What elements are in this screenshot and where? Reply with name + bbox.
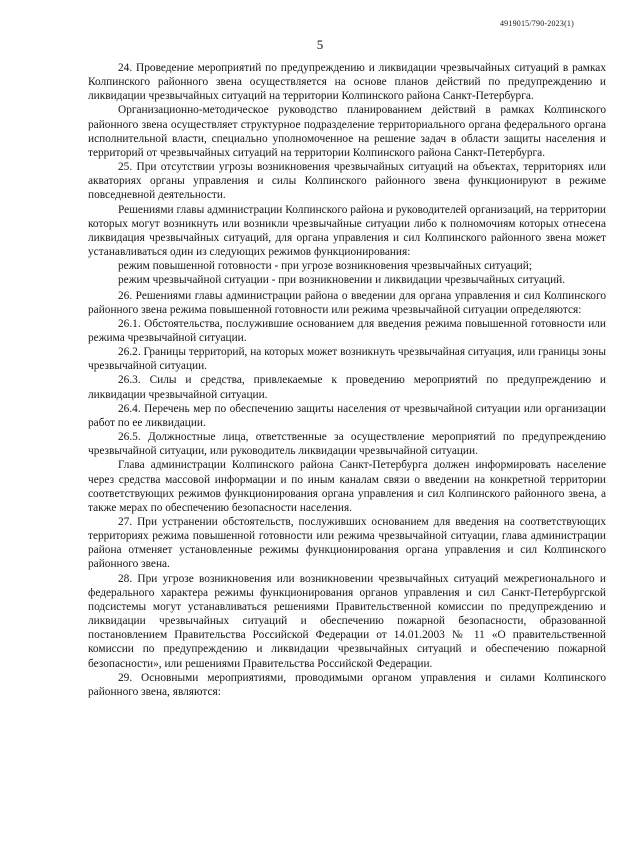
paragraph-26-2: 26.2. Границы территорий, на которых может возникнуть чрезвычайная ситуация, или границы зоны чрезвычайной ситуации. (88, 346, 606, 373)
document-body (88, 61, 606, 699)
paragraph-26-3: 26.3. Силы и средства, привлекаемые к проведению мероприятий по предупреждению и ликвидации чрезвычайной ситуации. (88, 374, 606, 401)
paragraph-26-4: 26.4. Перечень мер по обеспечению защиты населения от чрезвычайной ситуации или организации работ по ее ликвидации. (88, 402, 606, 429)
document-number: 4919015/790-2023(1) (499, 19, 574, 28)
paragraph-emergency-mode: режим чрезвычайной ситуации - при возникновении и ликвидации чрезвычайных ситуаций. (118, 274, 566, 287)
paragraph-27: 27. При устранении обстоятельств, послуживших основанием для введения на соответствующих территориях режима повышенной готовности или режима чрезвычайной ситуации, глава администрации района отменяет установленные режимы функционирования органа управления и сил Колпинского районного звена. (88, 516, 606, 571)
paragraph-25: 25. При отсутствии угрозы возникновения чрезвычайных ситуаций на объектах, территориях или акваториях органы управления и силы Колпинского районного звена функционируют в режиме повседневной деятельности. (88, 161, 606, 202)
paragraph-26: 26. Решениями главы администрации района о введении для органа управления и сил Колпинского районного звена режима повышенной готовности или режима чрезвычайной ситуации определяются: (88, 289, 606, 316)
paragraph-24: 24. Проведение мероприятий по предупреждению и ликвидации чрезвычайных ситуаций в рамках Колпинского районного звена осуществляется на основе планов действий по предупреждению и ликвидации чрезвычайных ситуаций на территории Колпинского района Санкт-Петербурга. (88, 62, 606, 103)
paragraph-modes-decisions: Решениями главы администрации Колпинского района и руководителей организаций, на территории которых могут возникнуть или возникли чрезвычайные ситуации либо к полномочиям которых отнесена ликвидация чрезвычайных ситуаций, для органа управления и сил Колпинского районного звена может устанавливаться один из следующих режимов функционирования: (88, 203, 606, 259)
paragraph-high-readiness-mode: режим повышенной готовности - при угрозе возникновения чрезвычайных ситуаций; (118, 260, 532, 273)
paragraph-26-5: 26.5. Должностные лица, ответственные за осуществление мероприятий по предупреждению чрезвычайной ситуации, или руководитель ликвидации чрезвычайной ситуации. (88, 431, 606, 458)
paragraph-29: 29. Основными мероприятиями, проводимыми органом управления и силами Колпинского районного звена, являются: (88, 671, 606, 698)
paragraph-head-informs: Глава администрации Колпинского района Санкт-Петербурга должен информировать население через средства массовой информации и по иным каналам связи о введении на конкретной территории соответствующих режимов функционирования органа управления и сил Колпинского районного звена, а также мерах по обеспечению безопасности населения. (88, 459, 606, 514)
paragraph-26-1: 26.1. Обстоятельства, послужившие основанием для введения режима повышенной готовности или режима чрезвычайной ситуации. (88, 317, 606, 344)
paragraph-methodical-guidance: Организационно-методическое руководство планированием действий в рамках Колпинского районного звена осуществляет структурное подразделение территориального органа федерального органа исполнительной власти, специально уполномоченное на решение задач в области защиты населения и территорий от чрезвычайных ситуаций на территории Колпинского района Санкт-Петербурга. (88, 104, 606, 159)
paragraph-28: 28. При угрозе возникновения или возникновении чрезвычайных ситуаций межрегионального и федерального характера режимы функционирования органов управления и сил Санкт-Петербургской подсистемы могут устанавливаться решениями Правительственной комиссии по предупреждению и ликвидации чрезвычайных ситуаций и обеспечению пожарной безопасности, образованной постановлением Правительства Российской Федерации от 14.01.2003 № 11 «О правительственной комиссии по предупреждению и ликвидации чрезвычайных ситуаций и обеспечению пожарной безопасности», или решениями Правительства Российской Федерации. (88, 572, 606, 670)
page-number: 5 (316, 37, 324, 52)
